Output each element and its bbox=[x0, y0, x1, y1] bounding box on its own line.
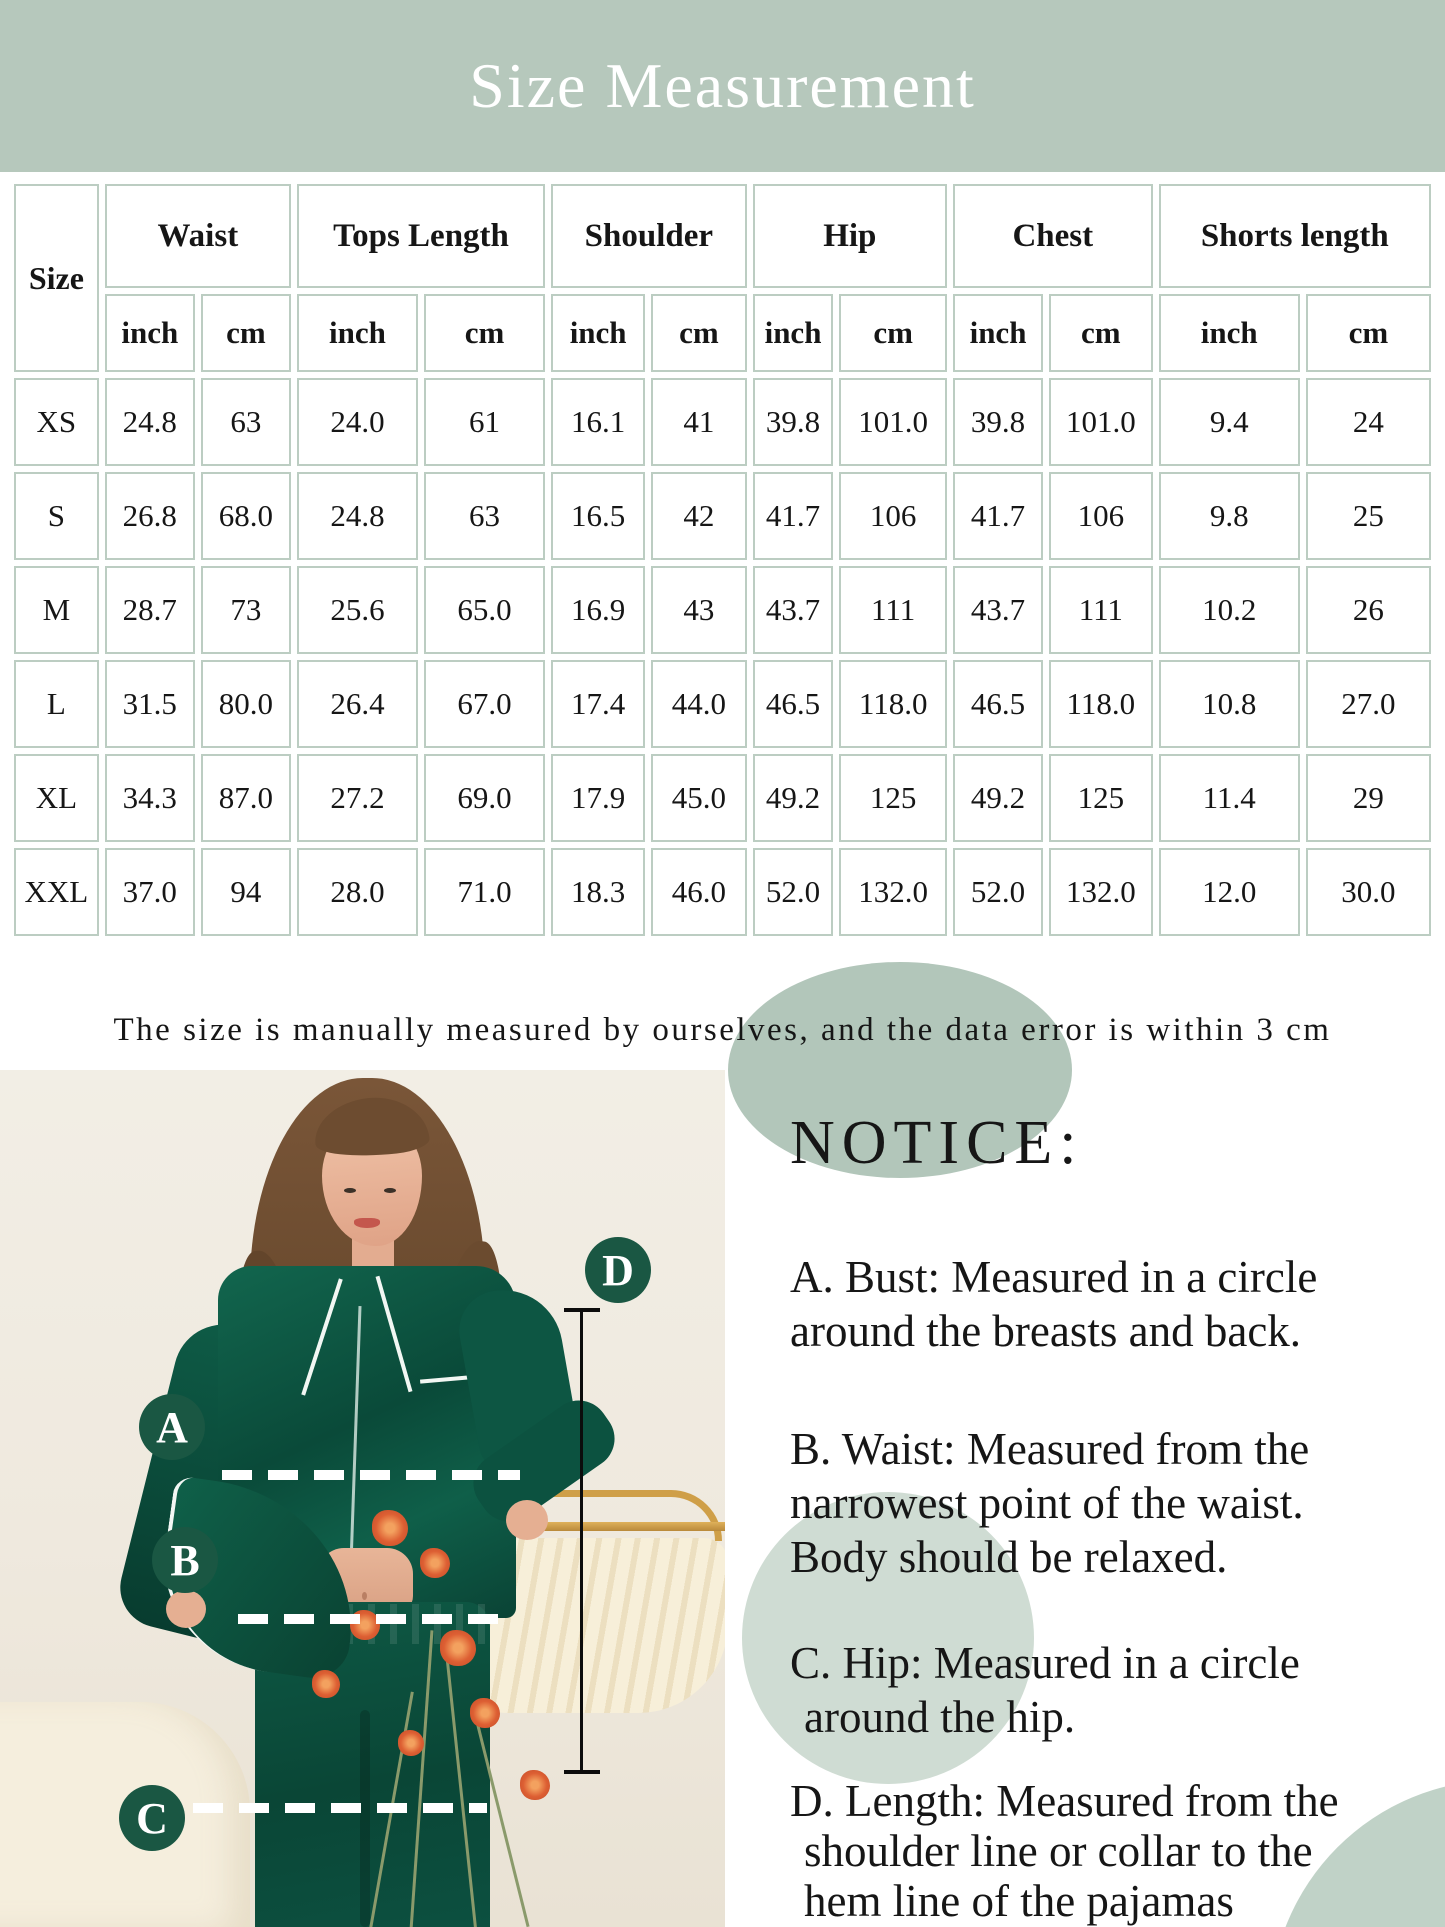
value-cell: 17.9 bbox=[551, 754, 645, 842]
value-cell: 24.0 bbox=[297, 378, 418, 466]
table-row-xs bbox=[14, 378, 1431, 466]
page-title: Size Measurement bbox=[469, 50, 976, 121]
unit-header: inch bbox=[105, 294, 195, 372]
notice-line: A. Bust: Measured in a circle bbox=[790, 1252, 1318, 1302]
header-band bbox=[0, 0, 1445, 172]
pants-leg-shadow bbox=[360, 1710, 370, 1927]
value-cell: 41.7 bbox=[953, 472, 1043, 560]
table-unit-header-row bbox=[14, 294, 1431, 372]
value-cell: 43.7 bbox=[753, 566, 834, 654]
value-cell: 12.0 bbox=[1159, 848, 1300, 936]
notice-line: narrowest point of the waist. bbox=[790, 1478, 1304, 1528]
orange-flower bbox=[520, 1770, 550, 1800]
value-cell: 45.0 bbox=[651, 754, 746, 842]
value-cell: 18.3 bbox=[551, 848, 645, 936]
value-cell: 28.0 bbox=[297, 848, 418, 936]
value-cell: 16.9 bbox=[551, 566, 645, 654]
model-navel bbox=[362, 1592, 367, 1600]
notice-item-waist bbox=[790, 1422, 1309, 1584]
model-lips bbox=[354, 1218, 380, 1228]
value-cell: 94 bbox=[201, 848, 291, 936]
value-cell: 111 bbox=[839, 566, 947, 654]
value-cell: 118.0 bbox=[1049, 660, 1153, 748]
table-row-xl bbox=[14, 754, 1431, 842]
value-cell: 10.8 bbox=[1159, 660, 1300, 748]
value-cell: 106 bbox=[1049, 472, 1153, 560]
value-cell: 24.8 bbox=[297, 472, 418, 560]
marker-badge-a: A bbox=[139, 1394, 205, 1460]
value-cell: 43 bbox=[651, 566, 746, 654]
value-cell: 71.0 bbox=[424, 848, 545, 936]
model-eye bbox=[384, 1188, 396, 1193]
value-cell: 87.0 bbox=[201, 754, 291, 842]
value-cell: 41 bbox=[651, 378, 746, 466]
value-cell: 31.5 bbox=[105, 660, 195, 748]
size-table bbox=[8, 178, 1437, 942]
size-cell: XL bbox=[14, 754, 99, 842]
value-cell: 26 bbox=[1306, 566, 1431, 654]
value-cell: 42 bbox=[651, 472, 746, 560]
orange-flower bbox=[350, 1610, 380, 1640]
model-hand bbox=[166, 1590, 206, 1628]
size-cell: XXL bbox=[14, 848, 99, 936]
value-cell: 46.0 bbox=[651, 848, 746, 936]
value-cell: 39.8 bbox=[753, 378, 834, 466]
marker-badge-c: C bbox=[119, 1785, 185, 1851]
value-cell: 80.0 bbox=[201, 660, 291, 748]
value-cell: 46.5 bbox=[953, 660, 1043, 748]
value-cell: 9.4 bbox=[1159, 378, 1300, 466]
unit-header: cm bbox=[201, 294, 291, 372]
value-cell: 63 bbox=[424, 472, 545, 560]
unit-header: cm bbox=[651, 294, 746, 372]
unit-header: cm bbox=[1306, 294, 1431, 372]
value-cell: 101.0 bbox=[839, 378, 947, 466]
value-cell: 46.5 bbox=[753, 660, 834, 748]
value-cell: 39.8 bbox=[953, 378, 1043, 466]
notice-item-hip bbox=[790, 1636, 1300, 1744]
value-cell: 25.6 bbox=[297, 566, 418, 654]
value-cell: 65.0 bbox=[424, 566, 545, 654]
value-cell: 52.0 bbox=[753, 848, 834, 936]
table-row-m bbox=[14, 566, 1431, 654]
value-cell: 24 bbox=[1306, 378, 1431, 466]
notice-line: D. Length: Measured from the bbox=[790, 1776, 1339, 1826]
measurement-note: The size is manually measured by ourselves, and the data error is within 3 cm bbox=[113, 1012, 1332, 1048]
unit-header: inch bbox=[953, 294, 1043, 372]
unit-header: cm bbox=[839, 294, 947, 372]
unit-header: inch bbox=[1159, 294, 1300, 372]
unit-header: cm bbox=[424, 294, 545, 372]
group-header-hip: Hip bbox=[753, 184, 947, 288]
value-cell: 73 bbox=[201, 566, 291, 654]
group-header-tops-length: Tops Length bbox=[297, 184, 545, 288]
value-cell: 34.3 bbox=[105, 754, 195, 842]
group-header-shorts-length: Shorts length bbox=[1159, 184, 1431, 288]
orange-flower bbox=[470, 1698, 500, 1728]
notice-line: around the breasts and back. bbox=[790, 1306, 1302, 1356]
value-cell: 63 bbox=[201, 378, 291, 466]
value-cell: 11.4 bbox=[1159, 754, 1300, 842]
table-row-s bbox=[14, 472, 1431, 560]
notice-item-length bbox=[790, 1776, 1339, 1926]
marker-badge-b: B bbox=[152, 1527, 218, 1593]
notice-line: Body should be relaxed. bbox=[790, 1532, 1228, 1582]
value-cell: 101.0 bbox=[1049, 378, 1153, 466]
orange-flower bbox=[420, 1548, 450, 1578]
unit-header: inch bbox=[753, 294, 834, 372]
value-cell: 29 bbox=[1306, 754, 1431, 842]
unit-header: inch bbox=[297, 294, 418, 372]
unit-header: inch bbox=[551, 294, 645, 372]
group-header-waist: Waist bbox=[105, 184, 291, 288]
size-column-header: Size bbox=[14, 184, 99, 372]
notice-heading: NOTICE: bbox=[790, 1109, 1084, 1177]
value-cell: 16.5 bbox=[551, 472, 645, 560]
orange-flower bbox=[312, 1670, 340, 1698]
value-cell: 24.8 bbox=[105, 378, 195, 466]
value-cell: 25 bbox=[1306, 472, 1431, 560]
marker-badge-d: D bbox=[585, 1237, 651, 1303]
value-cell: 43.7 bbox=[953, 566, 1043, 654]
orange-flower bbox=[440, 1630, 476, 1666]
value-cell: 106 bbox=[839, 472, 947, 560]
value-cell: 27.0 bbox=[1306, 660, 1431, 748]
value-cell: 52.0 bbox=[953, 848, 1043, 936]
value-cell: 41.7 bbox=[753, 472, 834, 560]
value-cell: 30.0 bbox=[1306, 848, 1431, 936]
value-cell: 26.4 bbox=[297, 660, 418, 748]
group-header-chest: Chest bbox=[953, 184, 1153, 288]
notice-line: B. Waist: Measured from the bbox=[790, 1424, 1310, 1474]
table-row-l bbox=[14, 660, 1431, 748]
value-cell: 132.0 bbox=[1049, 848, 1153, 936]
notice-line: around the hip. bbox=[804, 1692, 1076, 1742]
notice-item-bust bbox=[790, 1250, 1317, 1358]
notice-line: C. Hip: Measured in a circle bbox=[790, 1638, 1300, 1688]
size-cell: M bbox=[14, 566, 99, 654]
model-eye bbox=[344, 1188, 356, 1193]
value-cell: 37.0 bbox=[105, 848, 195, 936]
value-cell: 69.0 bbox=[424, 754, 545, 842]
value-cell: 132.0 bbox=[839, 848, 947, 936]
unit-header: cm bbox=[1049, 294, 1153, 372]
notice-section bbox=[725, 1070, 1437, 1927]
value-cell: 26.8 bbox=[105, 472, 195, 560]
size-cell: XS bbox=[14, 378, 99, 466]
value-cell: 44.0 bbox=[651, 660, 746, 748]
value-cell: 17.4 bbox=[551, 660, 645, 748]
size-cell: L bbox=[14, 660, 99, 748]
table-group-header-row bbox=[14, 184, 1431, 288]
notice-line: shoulder line or collar to the bbox=[804, 1826, 1313, 1876]
value-cell: 111 bbox=[1049, 566, 1153, 654]
value-cell: 125 bbox=[1049, 754, 1153, 842]
notice-line: hem line of the pajamas bbox=[804, 1876, 1234, 1926]
value-cell: 10.2 bbox=[1159, 566, 1300, 654]
value-cell: 27.2 bbox=[297, 754, 418, 842]
value-cell: 118.0 bbox=[839, 660, 947, 748]
orange-flower bbox=[398, 1730, 424, 1756]
model-photo bbox=[0, 1070, 725, 1927]
group-header-shoulder: Shoulder bbox=[551, 184, 747, 288]
value-cell: 61 bbox=[424, 378, 545, 466]
value-cell: 16.1 bbox=[551, 378, 645, 466]
table-row-xxl bbox=[14, 848, 1431, 936]
value-cell: 49.2 bbox=[753, 754, 834, 842]
value-cell: 67.0 bbox=[424, 660, 545, 748]
orange-flower bbox=[372, 1510, 408, 1546]
value-cell: 49.2 bbox=[953, 754, 1043, 842]
value-cell: 9.8 bbox=[1159, 472, 1300, 560]
model-hand bbox=[506, 1500, 548, 1540]
size-cell: S bbox=[14, 472, 99, 560]
sofa bbox=[0, 1702, 250, 1927]
value-cell: 28.7 bbox=[105, 566, 195, 654]
value-cell: 125 bbox=[839, 754, 947, 842]
value-cell: 68.0 bbox=[201, 472, 291, 560]
